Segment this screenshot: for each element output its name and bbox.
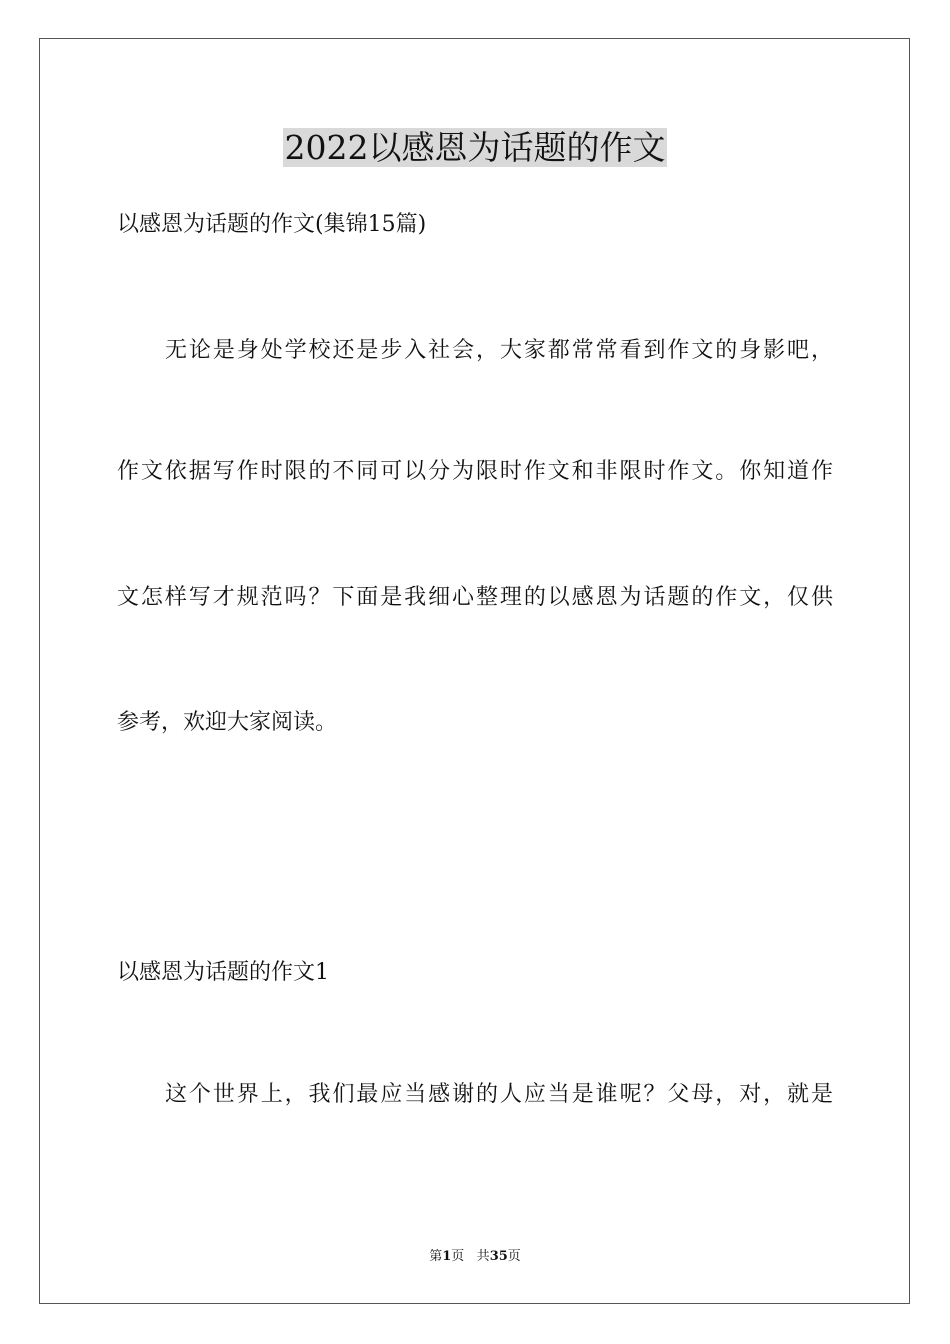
intro-line-2: 作文依据写作时限的不同可以分为限时作文和非限时作文。你知道作 <box>117 459 833 484</box>
intro-line-3: 文怎样写才规范吗？下面是我细心整理的以感恩为话题的作文，仅供 <box>117 585 833 610</box>
footer-page-suffix: 页 <box>451 1249 465 1264</box>
footer-total-suffix: 页 <box>507 1249 521 1264</box>
footer-total-prefix: 共 <box>476 1249 490 1264</box>
footer-total-pages: 35 <box>489 1249 508 1264</box>
document-title-text: 2022以感恩为话题的作文 <box>284 128 666 167</box>
section-first-line: 这个世界上，我们最应当感谢的人应当是谁呢？父母，对，就是 <box>165 1082 833 1107</box>
intro-line-4: 参考，欢迎大家阅读。 <box>117 710 338 735</box>
document-subtitle: 以感恩为话题的作文(集锦15篇) <box>117 212 427 237</box>
document-title <box>0 126 950 170</box>
page-footer <box>0 1248 950 1266</box>
footer-page-prefix: 第 <box>429 1249 443 1264</box>
section-heading: 以感恩为话题的作文1 <box>117 960 329 985</box>
intro-line-1: 无论是身处学校还是步入社会，大家都常常看到作文的身影吧， <box>165 338 833 363</box>
footer-page-number: 1 <box>442 1249 452 1264</box>
